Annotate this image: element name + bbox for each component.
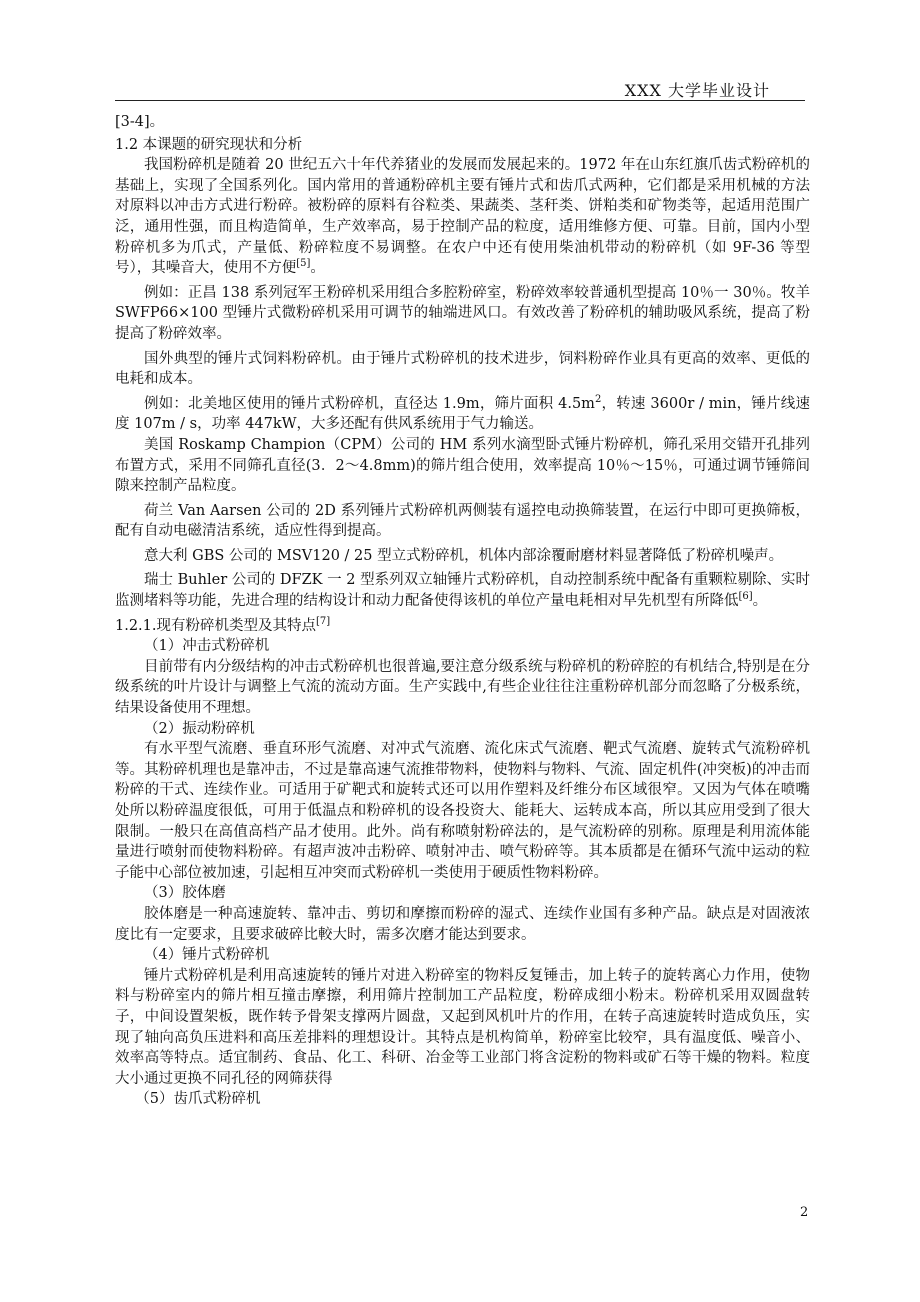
header-rule (115, 100, 805, 101)
page-number: 2 (800, 1205, 809, 1220)
citation-ref: [7] (316, 615, 331, 627)
item-body-colloid-mill: 胶体磨是一种高速旋转、靠冲击、剪切和摩擦而粉碎的湿式、连续作业国有多种产品。缺点是对固液浓度比有一定要求，且要求破碎比較大时，需多次磨才能达到要求。 (115, 905, 810, 943)
paragraph-north-america: 例如：北美地区使用的锤片式粉碎机，直径达 1.9m，筛片面积 $4.5m^2$，转速 3600r / min，锤片线速度 107m / s，功率 447kW，大多还配有供风系统用于气力输送。 (115, 393, 810, 433)
item-label-vibration-crusher: （2）振动粉碎机 (144, 720, 255, 737)
section-heading-1-2: 1.2 本课题的研究现状和分析 (115, 136, 303, 153)
continuation-line: [3-4]。 (115, 114, 165, 130)
item-label-impact-crusher: （1）冲击式粉碎机 (144, 638, 270, 655)
page-body (115, 112, 810, 1110)
subsection-heading-1-2-1: 1.2.1.现有粉碎机类型及其特点[7] (115, 615, 331, 634)
citation-ref: [6] (738, 591, 753, 603)
citation-ref: [5] (296, 258, 311, 270)
paragraph-foreign-overview: 国外典型的锤片式饲料粉碎机。由于锤片式粉碎机的技术进步，饲料粉碎作业具有更高的效率、更低的电耗和成本。 (115, 350, 810, 388)
superscript: 2 (594, 393, 602, 405)
paragraph-zhengchang-example: 例如：正昌 138 系列冠军王粉碎机采用组合多腔粉碎室，粉碎效率较普通机型提高 10％一 30％。牧羊 SWFP66×100 型锤片式微粉碎机采用可调节的轴端进风口。有效改善了粉碎机的辅助吸风系统，提高了粉提高了粉碎效率。 (115, 284, 810, 342)
item-body-hammer-crusher: 锤片式粉碎机是利用高速旋转的锤片对进入粉碎室的物料反复锤击，加上转子的旋转离心力作用，使物料与粉碎室内的筛片相互撞击摩擦，利用筛片控制加工产品粒度，粉碎成细小粉末。粉碎机采用双圆盘转子，中间设置架板，既作转予骨架支撑两片圆盘，又起到风机叶片的作用，在转子高速旋转时造成负压，实现了轴向高负压进料和高压差排料的理想设计。其特点是机构简单，粉碎室比较窄，具有温度低、噪音小、效率高等特点。适宜制药、食品、化工、科研、冶金等工业部门将含淀粉的物料或矿石等干燥的物料。粒度大小通过更换不同孔径的网筛获得 (115, 967, 810, 1087)
citation-ref: [3-4] (115, 114, 150, 130)
paragraph-domestic-history: 我国粉碎机是随着 20 世纪五六十年代养猪业的发展而发展起来的。1972 年在山东红旗爪齿式粉碎机的基础上，实现了全国系列化。国内常用的普通粉碎机主要有锤片式和齿爪式两种，它们都是采用机械的方法对原料以冲击方式进行粉碎。被粉碎的原料有谷粒类、果蔬类、茎秆类、饼粕类和矿物类等，起适用范围广泛，通用性强，而且构造简单，生产效率高，易于控制产品的粒度，适用维修方便、可靠。目前，国内小型粉碎机多为爪式，产量低、粉碎粒度不易调整。在农户中还有使用柴油机带动的粉碎机（如 9F-36 等型号），其噪音大，使用不方便[5]。 (115, 157, 810, 277)
paragraph-gbs: 意大利 GBS 公司的 MSV120 / 25 型立式粉碎机，机体内部涂覆耐磨材料显著降低了粉碎机噪声。 (144, 547, 784, 564)
item-body-vibration-crusher: 有水平型气流磨、垂直环形气流磨、对冲式气流磨、流化床式气流磨、靶式气流磨、旋转式气流粉碎机等。其粉碎机理也是靠冲击，不过是靠高速气流推带物料，使物料与物料、气流、固定机件(冲突板)的冲击而粉碎的干式、连续作业。可适用于矿靶式和旋转式还可以用作塑料及纤维分布区域很窄。又因为气体在喷嘴处所以粉碎温度很低，可用于低温点和粉碎机的设各投资大、能耗大、运转成本高，所以其应用受到了很大限制。一般只在高值高档产品才使用。此外。尚有称喷射粉碎法的，是气流粉碎的别称。原理是利用流体能量进行喷射而使物料粉碎。有超声波冲击粉碎、喷射冲击、喷气粉碎等。其本质都是在循环气流中运动的粒子能中心部位被加速，引起相互冲突而式粉碎机一类使用于硬质性物料粉碎。 (115, 741, 810, 881)
item-label-colloid-mill: （3）胶体磨 (144, 885, 226, 902)
item-label-hammer-crusher: （4）锤片式粉碎机 (144, 947, 270, 964)
item-label-claw-crusher: （5）齿爪式粉碎机 (135, 1091, 261, 1108)
page-header (0, 72, 920, 100)
item-body-impact-crusher: 目前带有内分级结构的冲击式粉碎机也很普遍,要注意分级系统与粉碎机的粉碎腔的有机结合,特别是在分级系统的叶片设计与调整上气流的流动方面。生产实践中,有些企业往往注重粉碎机部分而忽略了分极系统，结果设备使用不理想。 (115, 658, 810, 717)
paragraph-roskamp: 美国 Roskamp Champion（CPM）公司的 HM 系列水滴型卧式锤片粉碎机，筛孔采用交错开孔排列布置方式，采用不同筛孔直径(3．2～4.8mm)的筛片组合使用，效率提高 10％～15％，可通过调节锤筛间隙来控制产品粒度。 (115, 436, 810, 495)
paragraph-buhler: 瑞士 Buhler 公司的 DFZK 一 2 型系列双立轴锤片式粉碎机，自动控制系统中配备有重颗粒剔除、实时监测堵料等功能，先进合理的结构设计和动力配备使得该机的单位产量电耗相对早先机型有所降低[6]。 (115, 572, 810, 610)
paragraph-van-aarsen: 荷兰 Van Aarsen 公司的 2D 系列锤片式粉碎机两侧装有遥控电动换筛装置，在运行中即可更换筛板，配有自动电磁清洁系统，适应性得到提高。 (115, 502, 810, 540)
header-title: XXX 大学毕业设计 (624, 81, 770, 100)
